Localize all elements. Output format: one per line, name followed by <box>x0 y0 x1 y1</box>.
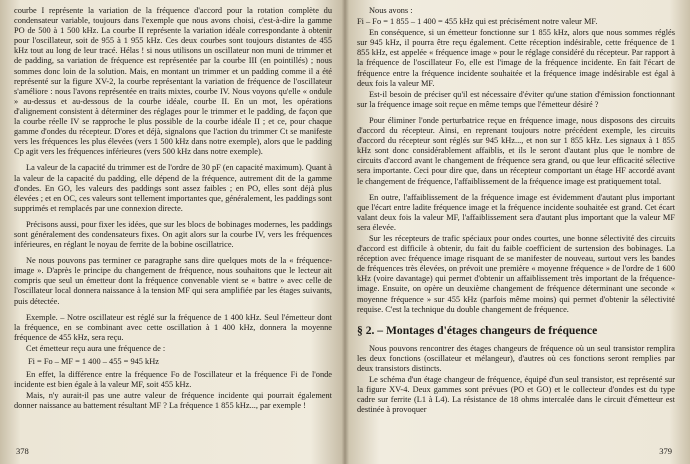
right-paragraph-4: Pour éliminer l'onde perturbatrice reçue en fréquence image, nous disposons des circuits d'accord du récepteur. Ainsi, en reprenant toujours notre précédent exemple, les circuits d'accord du récepteur sont réglés sur 945 kHz..., et non sur 1 855 kHz. Les signaux à 1 855 kHz sont donc considérablement affaiblis, et ils le seront d'autant plus que le nombre de circuits d'accord avant le changement de fréquence sera grand, ou que leur efficacité sélective sera importante. Ceci pour dire que, dans un récepteur comportant un étage HF accordé avant le changement de fréquence, l'affaiblissement de la fréquence image est pratiquement total. <box>357 115 675 186</box>
left-paragraph-7: En effet, la différence entre la fréquence Fo de l'oscillateur et la fréquence Fi de l'onde incidente est bien égale à la valeur MF, soit 455 kHz. <box>14 370 332 390</box>
left-formula: Fi = Fo – MF = 1 400 – 455 = 945 kHz <box>28 357 159 366</box>
left-paragraph-6: Cet émetteur reçu aura une fréquence de : <box>26 343 166 353</box>
left-page-number: 378 <box>16 446 29 456</box>
right-paragraph-2: En conséquence, si un émetteur fonctionne sur 1 855 kHz, alors que nous sommes réglés sur 945 kHz, il pourra être reçu également. Cette réception indésirable, cette fréquence de 1 855 kHz, est appelée « fréquence image » pour le réglage considéré du récepteur. Par rapport à la fréquence de l'oscillateur Fo, elle est l'image de la fréquence incidente. En fait l'écart de fréquence entre la fréquence incidente souhaitée et la fréquence image indésirable est égal à deux fois la valeur MF. <box>357 28 675 88</box>
right-paragraph-1: Nous avons : <box>369 6 413 15</box>
right-formula: Fi – Fo = 1 855 – 1 400 = 455 kHz qui est précisément notre valeur MF. <box>357 17 598 27</box>
right-page <box>357 6 675 460</box>
left-paragraph-2: La valeur de la capacité du trimmer est de l'ordre de 30 pF (en capacité maximum). Quant à la valeur de la capacité du padding, elle dépend de la fréquence, autrement dit de la gamme d'ondes. En GO, les valeurs des paddings sont assez faibles ; en PO, elles sont déjà plus élevées ; et en OC, ces valeurs sont tellement importantes que, généralement, les paddings sont supprimés et remplacés par une connexion directe. <box>14 163 332 213</box>
right-paragraph-8: Le schéma d'un étage changeur de fréquence, équipé d'un seul transistor, est représenté sur la figure XV-4. Deux gammes sont prévues (PO et GO) et le collecteur d'ondes est du type cadre sur ferrite (L1 à L4). La résistance de 18 ohms intercalée dans le circuit d'émetteur est destinée à provoquer <box>357 375 675 415</box>
right-paragraph-7: Nous pouvons rencontrer des étages changeurs de fréquence où un seul transistor remplira les deux fonctions (oscillateur et mélangeur), d'autres où ces fonctions seront remplies par deux transistors distincts. <box>357 343 675 373</box>
right-paragraph-6: Sur les récepteurs de trafic spéciaux pour ondes courtes, une bonne sélectivité des circuits d'accord est difficile à obtenir, du fait du faible coefficient de surtension des bobinages. La réception avec fréquence image risquant de se manifester de nouveau, surtout vers les bandes de fréquences très élevées, on prévoit une première « moyenne fréquence » de l'ordre de 1 600 kHz (voire davantage) qui permet d'obtenir un affaiblissement très important de la fréquence-image. Ensuite, on opère un deuxième changement de fréquence déterminant une seconde « moyenne fréquence » sur 455 kHz (parfois même moins) qui permet d'obtenir la sélectivité requise. C'est la technique du double changement de fréquence. <box>357 233 675 314</box>
left-paragraph-4: Ne nous pouvons pas terminer ce paragraphe sans dire quelques mots de la « fréquence-image ». D'après le principe du changement de fréquence, nous souhaitons que le lecteur ait compris que seul un émetteur dont la fréquence convenable vient se « battre » avec celle de l'oscillateur local donnera naissance à la tension MF qui sera amplifiée par les étages suivants, puis détectée. <box>14 256 332 306</box>
left-page <box>14 6 332 460</box>
right-paragraph-3: Est-il besoin de préciser qu'il est nécessaire d'éviter qu'une station d'émission fonctionnant sur la fréquence image soit reçue en même temps que l'émetteur désiré ? <box>357 89 675 109</box>
left-paragraph-3: Précisons aussi, pour fixer les idées, que sur les blocs de bobinages modernes, les paddings sont généralement des condensateurs fixes. On agit alors sur la courbe IV, vers les fréquences inférieures, en réglant le noyau de ferrite de la bobine oscillatrice. <box>14 219 332 250</box>
left-paragraph-8: Mais, n'y aurait-il pas une autre valeur de fréquence incidente qui pourrait également donner naissance au battement résultant MF ? La fréquence 1 855 kHz..., par exemple ! <box>14 391 332 411</box>
left-paragraph-1: courbe I représente la variation de la fréquence d'accord pour la rotation complète du condensateur variable, toujours dans l'exemple que nous avons choisi, c'est-à-dire la gamme PO de 500 à 1 500 kHz. La courbe II représente la variation idéale correspondante à obtenir pour l'oscillateur, soit de 955 à 1 955 kHz. Ces deux courbes sont toujours distantes de 455 kHz tout au long de leur tracé. Hélas ! si nous utilisons un oscillateur non muni de trimmer et de padding, sa variation de fréquence est représentée par la courbe III (en pointillés) ; nous sommes donc loin de la solution. Mais, en montant un trimmer et un padding comme il a été représenté sur la figure XV-2, la courbe représentant la variation de fréquence de l'oscillateur s'améliore : nous l'avons représentée en traits mixtes, courbe IV. Nous voyons qu'elle « ondule » au-dessus et au-dessous de la courbe idéale, courbe II. En un mot, les opérations d'alignement consistent à déterminer des réglages pour le trimmer et le padding, de façon que la courbe réelle IV se rapproche le plus possible de la courbe idéale II ; et ce, pour chaque gamme d'ondes du récepteur. D'ores et déjà, signalons que l'action du trimmer Ct se manifeste vers les fréquences les plus élevées (vers 1 500 kHz dans notre exemple), alors que le padding Cp agit vers les fréquences inférieures (vers 500 kHz dans notre exemple). <box>14 6 332 157</box>
left-paragraph-5: Exemple. – Notre oscillateur est réglé sur la fréquence de 1 400 kHz. Seul l'émetteur dont la fréquence, en se combinant avec cette oscillation à 1 400 kHz, donnera la moyenne fréquence de 455 kHz, sera reçu. <box>14 312 332 342</box>
right-paragraph-5: En outre, l'affaiblissement de la fréquence image est évidemment d'autant plus important que l'écart entre ladite fréquence image et la fréquence incidente souhaitée est grand. Cet écart valant deux fois la valeur MF, l'affaiblissement sera d'autant plus important que la valeur MF sera élevée. <box>357 192 675 232</box>
section-heading: § 2. – Montages d'étages changeurs de fréquence <box>357 323 598 337</box>
right-page-number: 379 <box>659 446 672 456</box>
